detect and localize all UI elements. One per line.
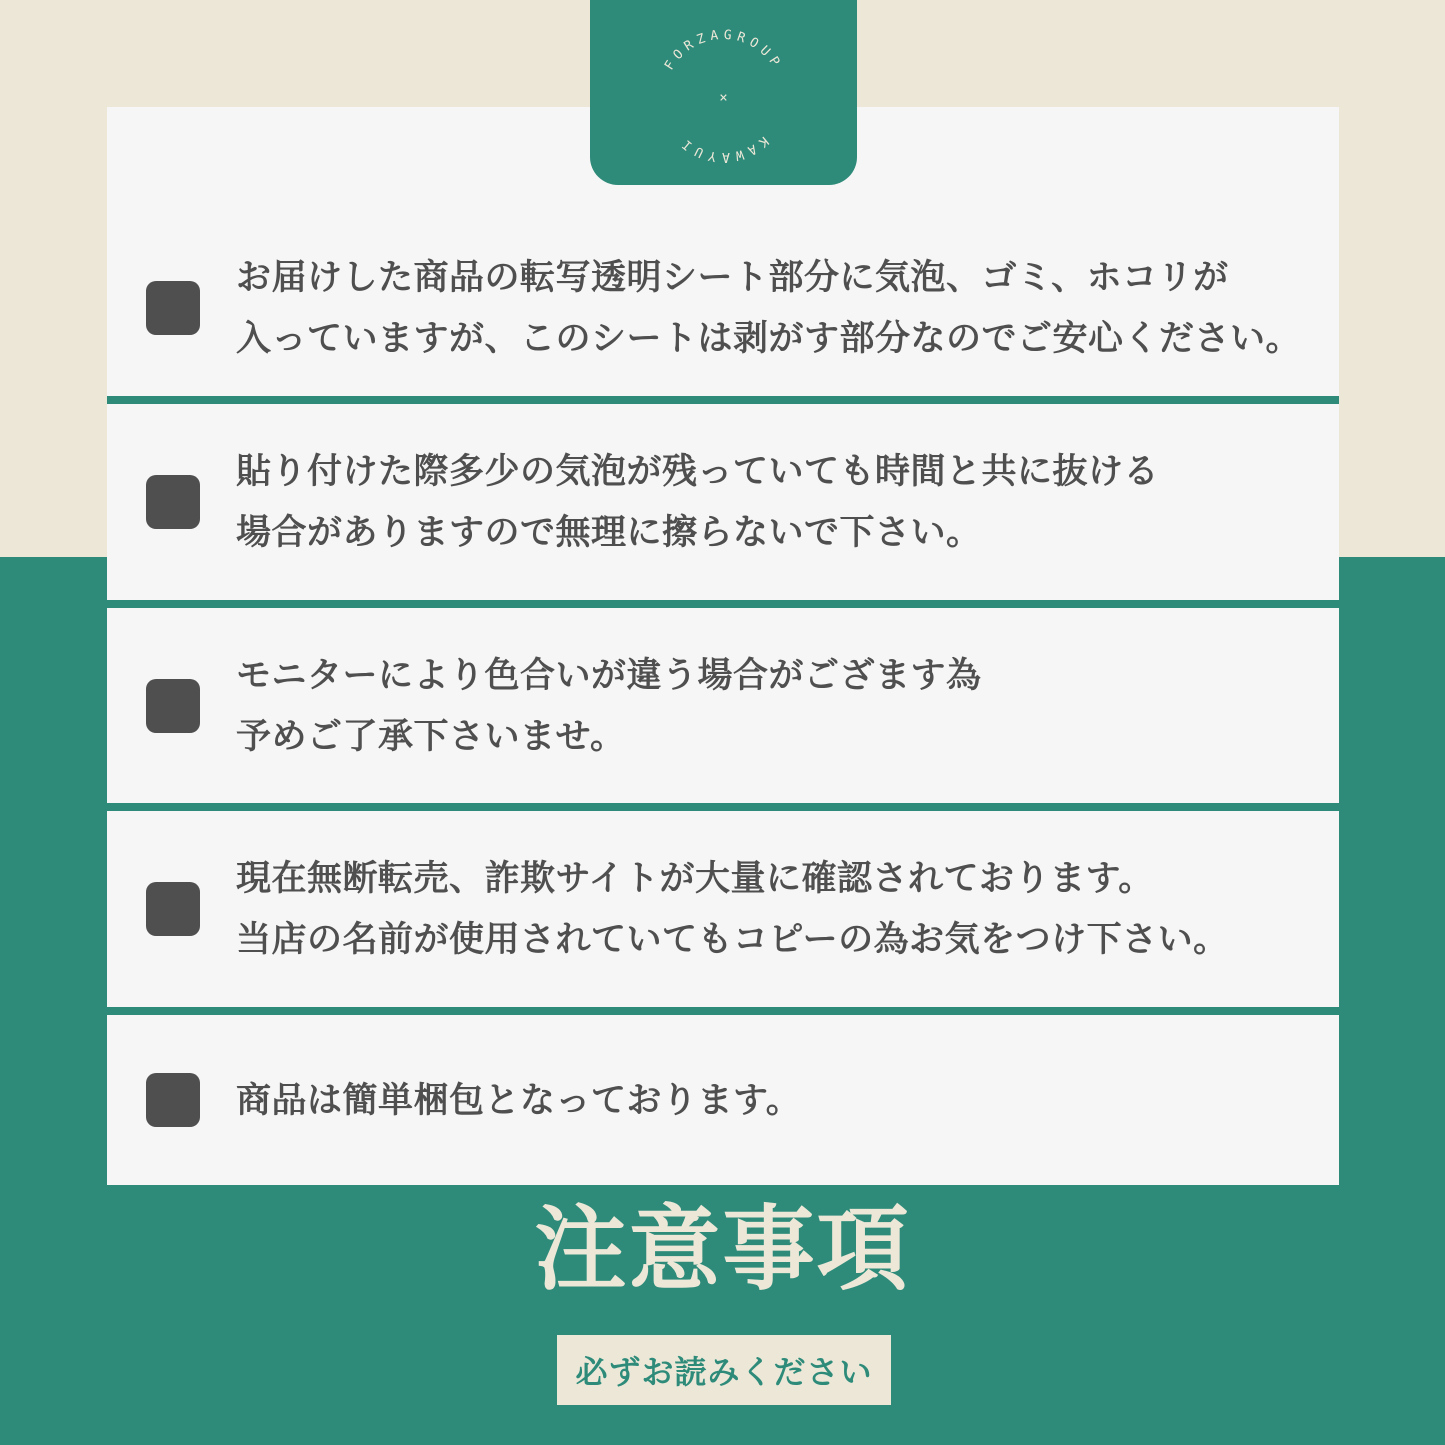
notice-box-air-bubbles — [107, 404, 1339, 600]
notice-line: モニターにより色合いが違う場合がござます為 — [236, 655, 982, 695]
checkbox-icon — [146, 1073, 200, 1127]
notice-box-monitor-color — [107, 608, 1339, 803]
badge-x-separator: × — [719, 90, 728, 106]
checkbox-icon — [146, 882, 200, 936]
brand-badge — [590, 0, 857, 185]
notice-text — [236, 1070, 801, 1131]
brand-logo-circular — [590, 0, 857, 185]
notice-text — [236, 247, 1301, 369]
badge-bottom-text: KAWAYUI — [675, 133, 772, 164]
notice-line: 現在無断転売、詐欺サイトが大量に確認されております。 — [236, 859, 1154, 898]
notice-box-resale-warning — [107, 811, 1339, 1007]
notice-line: 商品は簡単梱包となっております。 — [236, 1080, 802, 1120]
notice-line: 当店の名前が使用されていてもコピーの為お気をつけ下さい。 — [236, 920, 1229, 959]
notice-line: 貼り付けた際多少の気泡が残っていても時間と共に抜ける — [236, 452, 1160, 491]
notice-column — [107, 107, 1339, 1185]
checkbox-icon — [146, 281, 200, 335]
badge-top-text: FORZAGROUP — [662, 27, 785, 74]
notice-text — [236, 441, 1159, 563]
notice-line: 入っていますが、このシートは剥がす部分なのでご安心ください。 — [236, 318, 1302, 358]
checkbox-icon — [146, 475, 200, 529]
notice-box-packaging — [107, 1015, 1339, 1185]
notice-title: 注意事項 — [534, 1199, 911, 1301]
notice-line: 場合がありますので無理に擦らないで下さい。 — [236, 513, 982, 552]
notice-text — [236, 848, 1229, 970]
notice-text — [236, 645, 982, 767]
must-read-label: 必ずお読みください — [557, 1335, 891, 1405]
checkbox-icon — [146, 679, 200, 733]
notice-line: お届けした商品の転写透明シート部分に気泡、ゴミ、ホコリが — [236, 257, 1229, 297]
notice-line: 予めご了承下さいませ。 — [236, 716, 626, 756]
